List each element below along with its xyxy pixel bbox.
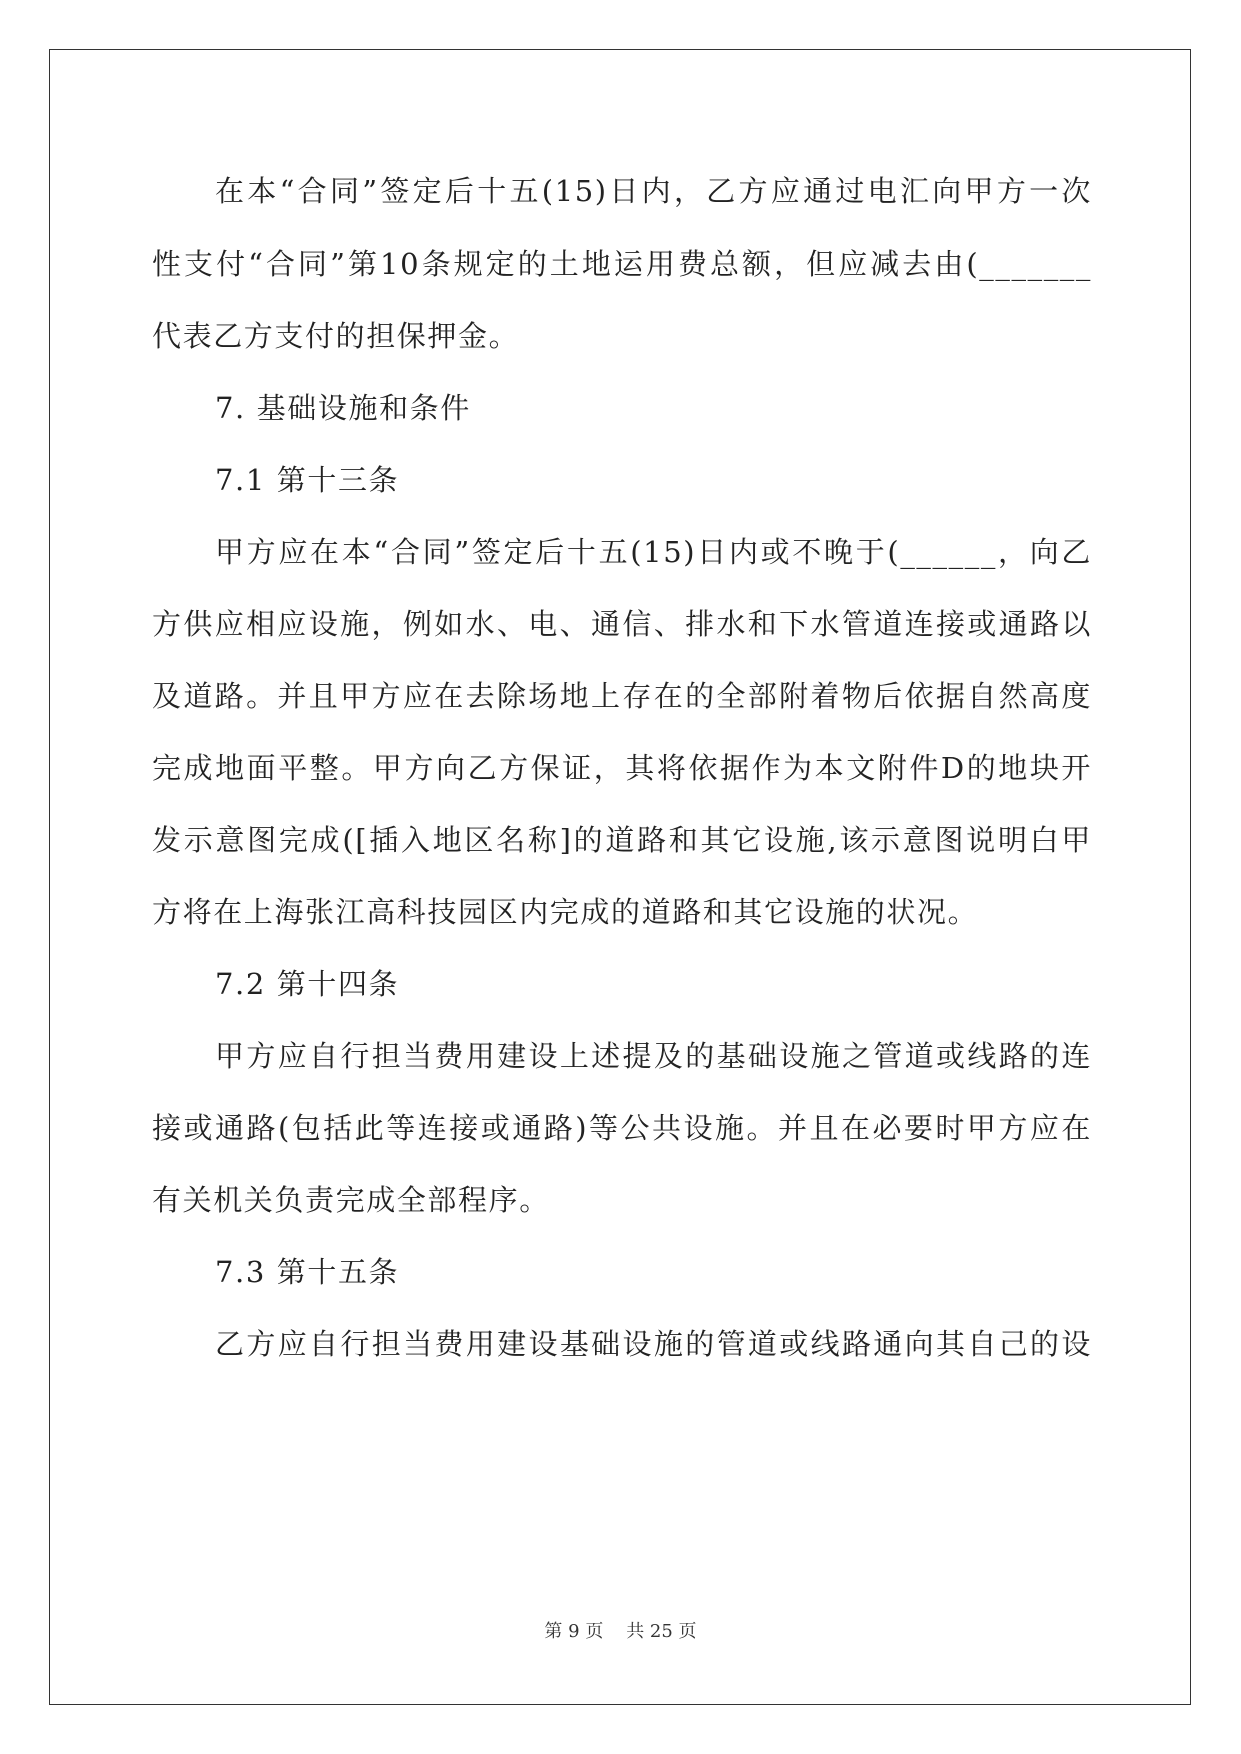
paragraph-line: 接或通路(包括此等连接或通路)等公共设施。并且在必要时甲方应在 [152, 1111, 1092, 1145]
clause-heading: 7.3 第十五条 [215, 1255, 400, 1289]
paragraph-line: 完成地面平整。甲方向乙方保证，其将依据作为本文附件D的地块开 [152, 751, 1092, 785]
section-heading: 7. 基础设施和条件 [215, 391, 471, 425]
clause-heading: 7.1 第十三条 [215, 463, 400, 497]
paragraph-line: 代表乙方支付的担保押金。 [152, 319, 520, 353]
paragraph-line: 方供应相应设施，例如水、电、通信、排水和下水管道连接或通路以 [152, 607, 1092, 641]
paragraph-line: 及道路。并且甲方应在去除场地上存在的全部附着物后依据自然高度 [152, 679, 1092, 713]
clause-heading: 7.2 第十四条 [215, 967, 400, 1001]
paragraph-line: 甲方应自行担当费用建设上述提及的基础设施之管道或线路的连 [215, 1039, 1092, 1073]
paragraph-line: 乙方应自行担当费用建设基础设施的管道或线路通向其自己的设 [215, 1327, 1092, 1361]
paragraph-line: 在本“合同”签定后十五(15)日内，乙方应通过电汇向甲方一次 [215, 174, 1092, 208]
paragraph-line: 性支付“合同”第10条规定的土地运用费总额，但应减去由(_______ [152, 247, 1092, 281]
paragraph-line: 有关机关负责完成全部程序。 [152, 1183, 550, 1217]
paragraph-line: 方将在上海张江高科技园区内完成的道路和其它设施的状况。 [152, 895, 979, 929]
page-border [49, 49, 1191, 1705]
paragraph-line: 发示意图完成([插入地区名称]的道路和其它设施,该示意图说明白甲 [152, 823, 1092, 857]
page-number-footer: 第 9 页 共 25 页 [544, 1621, 697, 1642]
paragraph-line: 甲方应在本“合同”签定后十五(15)日内或不晚于(______，向乙 [215, 535, 1092, 569]
